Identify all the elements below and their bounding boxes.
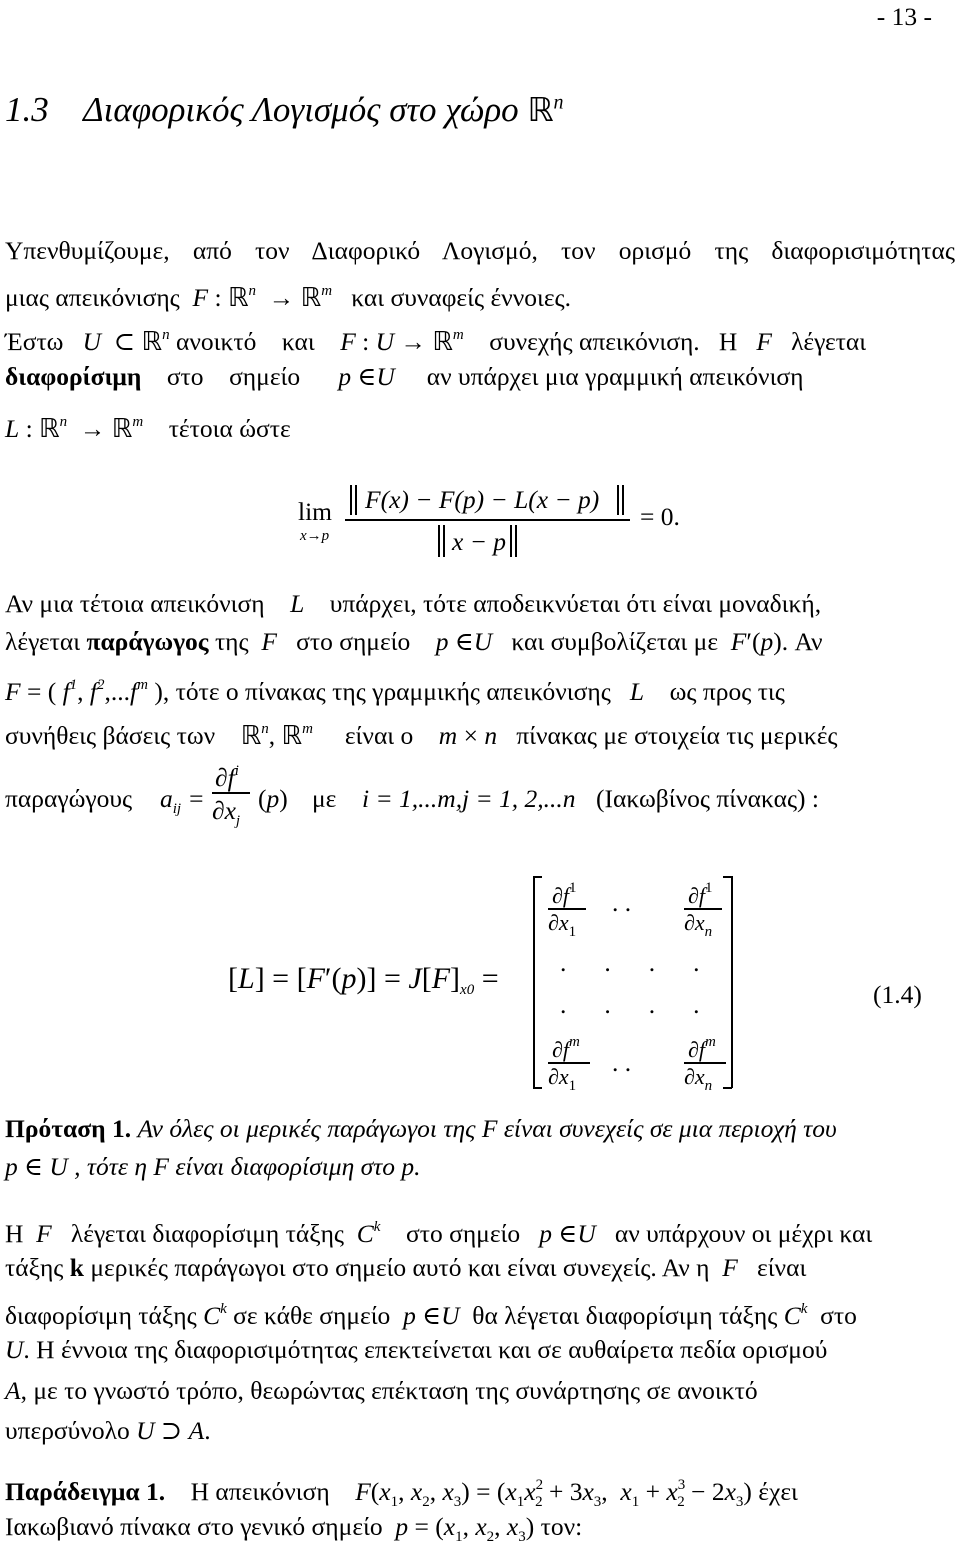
- norm-bar: [515, 525, 517, 557]
- matrix-bracket-left: [533, 876, 535, 1088]
- derivative-line-2: λέγεται παράγωγος της F στο σημείο p ∈U και συμβολίζεται με F′(p). Αν: [5, 627, 823, 656]
- matrix-dots: . .: [612, 1048, 632, 1077]
- section-number: 1.3: [5, 90, 49, 129]
- limit-rhs: = 0.: [640, 502, 680, 531]
- derivative-line-3: F = ( $f^1$, $f^2,...f^m$ ), τότε ο πίνακας της γραμμικής απεικόνισης L ως προς τις: [5, 677, 785, 706]
- norm-bar: [438, 525, 440, 557]
- a-ij: $a_{ij}$ =: [160, 784, 205, 817]
- intro-line-1: Υπενθυμίζουμε, από τον Διαφορικό Λογισμό, τον ορισμό της διαφορισιμότητας: [5, 236, 955, 265]
- definition-line-3: L : ℝ$^n$ → ℝ$^m$ τέτοια ώστε: [5, 414, 291, 444]
- norm-bar: [443, 525, 445, 557]
- fraction-bar: [212, 792, 250, 794]
- limit-numerator: F(x) − F(p) − L(x − p): [365, 485, 600, 514]
- matrix-bracket-right: [723, 876, 732, 878]
- limit-denominator: x − p: [452, 527, 507, 556]
- fraction-bar: [345, 519, 630, 521]
- matrix-bracket-left: [533, 1087, 542, 1089]
- partial-arg: (p): [258, 784, 288, 813]
- matrix-entry-x1: $\partial x_1$: [548, 910, 577, 940]
- derivative-line-4: συνήθεις βάσεις των ℝ$^n$, ℝ$^m$ είναι ο m × n πίνακας με στοιχεία τις μερικές: [5, 721, 838, 751]
- matrix-bracket-left: [533, 876, 542, 878]
- matrix-bracket-right: [731, 876, 733, 1088]
- definition-line-2: διαφορίσιμη στο σημείο p ∈U αν υπάρχει μια γραμμική απεικόνιση: [5, 362, 804, 391]
- ck-line-6: υπερσύνολο U ⊃ A.: [5, 1416, 211, 1445]
- jacobian-label: (Ιακωβίνος πίνακας) :: [596, 784, 820, 813]
- matrix-bracket-right: [723, 1087, 732, 1089]
- section-title: [5, 90, 564, 130]
- ck-line-3: διαφορίσιμη τάξης $C^k$ σε κάθε σημείο p ∈U θα λέγεται διαφορίσιμη τάξης $C^k$ στο: [5, 1301, 857, 1330]
- matrix-entry-fm: $\partial f^m$: [552, 1034, 580, 1062]
- proposition-line-2: p ∈ U , τότε η F είναι διαφορίσιμη στο p.: [5, 1152, 421, 1181]
- matrix-dots-row: ....: [560, 990, 738, 1019]
- matrix-dots: . .: [612, 888, 632, 917]
- partial-numerator: $\partial f^i$: [215, 763, 239, 792]
- page-number: - 13 -: [876, 2, 932, 31]
- definition-line-1: Έστω U ⊂ ℝ$^n$ ανοικτό και F : U → ℝ$^m$ συνεχής απεικόνιση. Η F λέγεται: [5, 327, 867, 357]
- equation-number: (1.4): [873, 980, 922, 1009]
- norm-bar: [510, 525, 512, 557]
- partial-denominator: $\partial x_j$: [212, 796, 241, 829]
- norm-bar: [355, 485, 357, 515]
- intro-line-2: μιας απεικόνισης F : ℝ$^n$ → ℝ$^m$ και συναφείς έννοιες.: [5, 283, 572, 313]
- me: με: [312, 784, 337, 813]
- i-range: i = 1,...m,: [362, 784, 463, 813]
- matrix-entry-f1: $\partial f^1$: [688, 880, 713, 908]
- matrix-entry-xn: $\partial x_n$: [684, 910, 713, 940]
- matrix-entry-x1: $\partial x_1$: [548, 1064, 577, 1094]
- section-title-text: Διαφορικός Λογισμός στο χώρο: [83, 90, 519, 129]
- derivative-line-1: Αν μια τέτοια απεικόνιση L υπάρχει, τότε αποδεικνύεται ότι είναι μοναδική,: [5, 589, 822, 618]
- derivative-line-5-label: παραγώγους: [5, 784, 133, 813]
- limit-under: x→p: [300, 528, 330, 544]
- norm-bar: [350, 485, 352, 515]
- example-line-1: Παράδειγμα 1. Η απεικόνιση $F(x_1$, $x_2$, $x_3) = (x_1x^2_2 + 3x_3$, $x_1 + x^3_2 - 2x_3$) έχει: [5, 1477, 798, 1510]
- space-exponent: n: [553, 91, 564, 114]
- proposition-line-1: Πρόταση 1. Αν όλες οι μερικές παράγωγοι της F είναι συνεχείς σε μια περιοχή του: [5, 1114, 837, 1143]
- ck-line-5: A, με το γνωστό τρόπο, θεωρώντας επέκταση της συνάρτησης σε ανοικτό: [5, 1376, 758, 1405]
- matrix-entry-fm: $\partial f^m$: [688, 1034, 716, 1062]
- reals-symbol: ℝ: [527, 90, 554, 129]
- limit-lim: lim: [298, 497, 333, 526]
- j-range: j = 1, 2,...n: [462, 784, 576, 813]
- norm-bar: [617, 485, 619, 515]
- matrix-dots-row: ....: [560, 948, 738, 977]
- example-line-2: Ιακωβιανό πίνακα στο γενικό σημείο $p = (x_1$, $x_2$, $x_3$) τον:: [5, 1512, 583, 1545]
- ck-line-4: U. Η έννοια της διαφορισιμότητας επεκτείνεται και σε αυθαίρετα πεδία ορισμού: [5, 1335, 828, 1364]
- ck-line-2: τάξης k μερικές παράγωγοι στο σημείο αυτό και είναι συνεχείς. Αν η F είναι: [5, 1253, 807, 1282]
- matrix-lhs: $[L] = [F'(p)] = J[F]_{x0}$ =: [228, 962, 499, 998]
- matrix-entry-f1: $\partial f^1$: [552, 880, 577, 908]
- matrix-entry-xn: $\partial x_n$: [684, 1064, 713, 1094]
- ck-line-1: Η F λέγεται διαφορίσιμη τάξης $C^k$ στο σημείο p ∈U αν υπάρχουν οι μέχρι και: [5, 1219, 873, 1248]
- norm-bar: [622, 485, 624, 515]
